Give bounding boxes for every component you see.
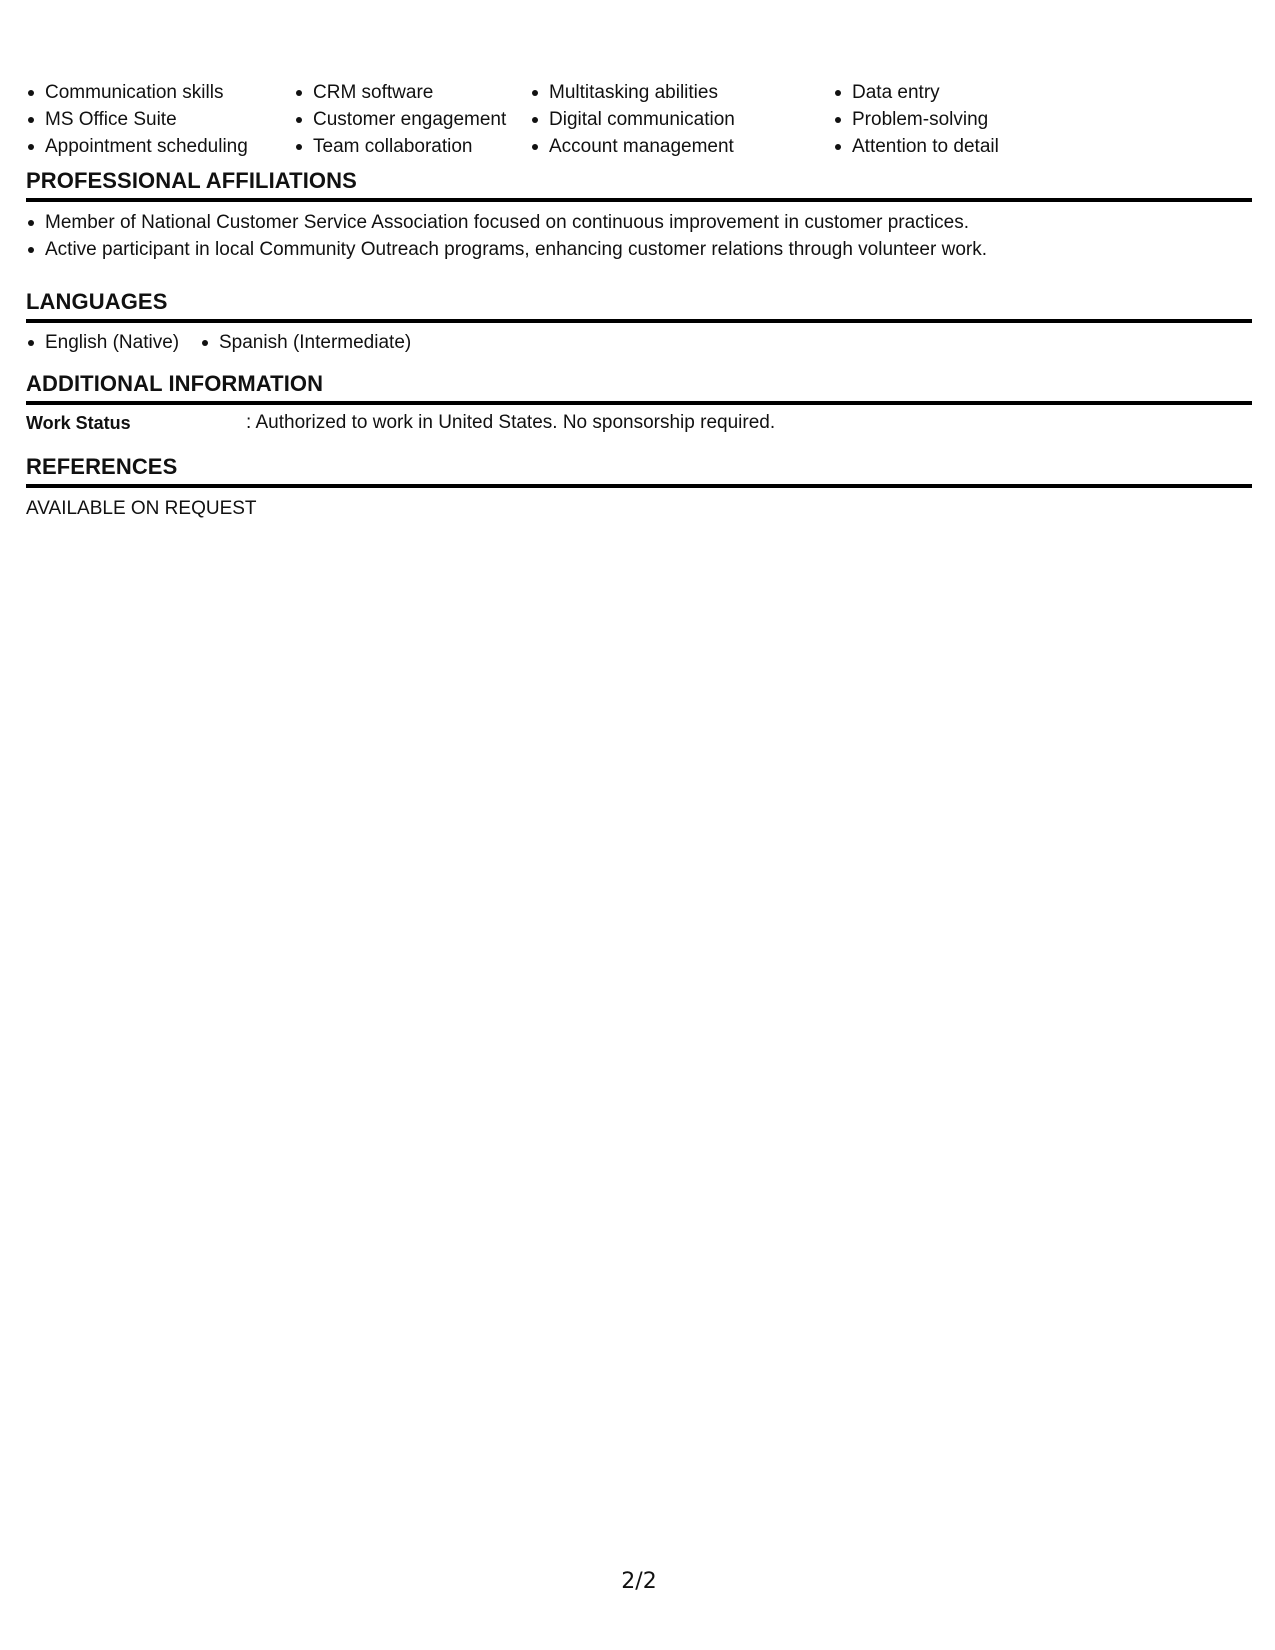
skill-item: Problem-solving	[833, 106, 999, 133]
affiliation-item: Member of National Customer Service Association focused on continuous improvement in customer practices.	[26, 209, 987, 236]
references-divider	[26, 484, 1252, 488]
affiliation-item: Active participant in local Community Outreach programs, enhancing customer relations through volunteer work.	[26, 236, 987, 263]
skills-grid	[26, 79, 1252, 161]
skill-item: Communication skills	[26, 79, 248, 106]
skill-item: Multitasking abilities	[530, 79, 735, 106]
resume-page	[26, 0, 1252, 1650]
references-heading: REFERENCES	[26, 454, 178, 479]
skills-column-3	[530, 79, 735, 160]
work-status-label: Work Status	[26, 413, 131, 433]
skills-column-2	[294, 79, 506, 160]
additional-info-divider	[26, 401, 1252, 405]
skills-column-4	[833, 79, 999, 160]
additional-info-heading: ADDITIONAL INFORMATION	[26, 371, 324, 396]
affiliations-heading: PROFESSIONAL AFFILIATIONS	[26, 168, 357, 193]
affiliations-list	[26, 209, 987, 263]
skill-item: CRM software	[294, 79, 506, 106]
languages-heading: LANGUAGES	[26, 289, 168, 314]
skill-item: Customer engagement	[294, 106, 506, 133]
skill-item: Account management	[530, 133, 735, 160]
skill-item: Attention to detail	[833, 133, 999, 160]
skill-item: Data entry	[833, 79, 999, 106]
skills-column-1	[26, 79, 248, 160]
references-text: AVAILABLE ON REQUEST	[26, 498, 257, 519]
affiliations-divider	[26, 198, 1252, 202]
language-item: Spanish (Intermediate)	[200, 329, 411, 356]
skill-item: Appointment scheduling	[26, 133, 248, 160]
language-item: English (Native)	[26, 329, 179, 356]
page-number: 2/2	[621, 1569, 657, 1594]
skill-item: Team collaboration	[294, 133, 506, 160]
skill-item: Digital communication	[530, 106, 735, 133]
languages-divider	[26, 319, 1252, 323]
work-status-value: : Authorized to work in United States. No sponsorship required.	[246, 412, 776, 433]
skill-item: MS Office Suite	[26, 106, 248, 133]
